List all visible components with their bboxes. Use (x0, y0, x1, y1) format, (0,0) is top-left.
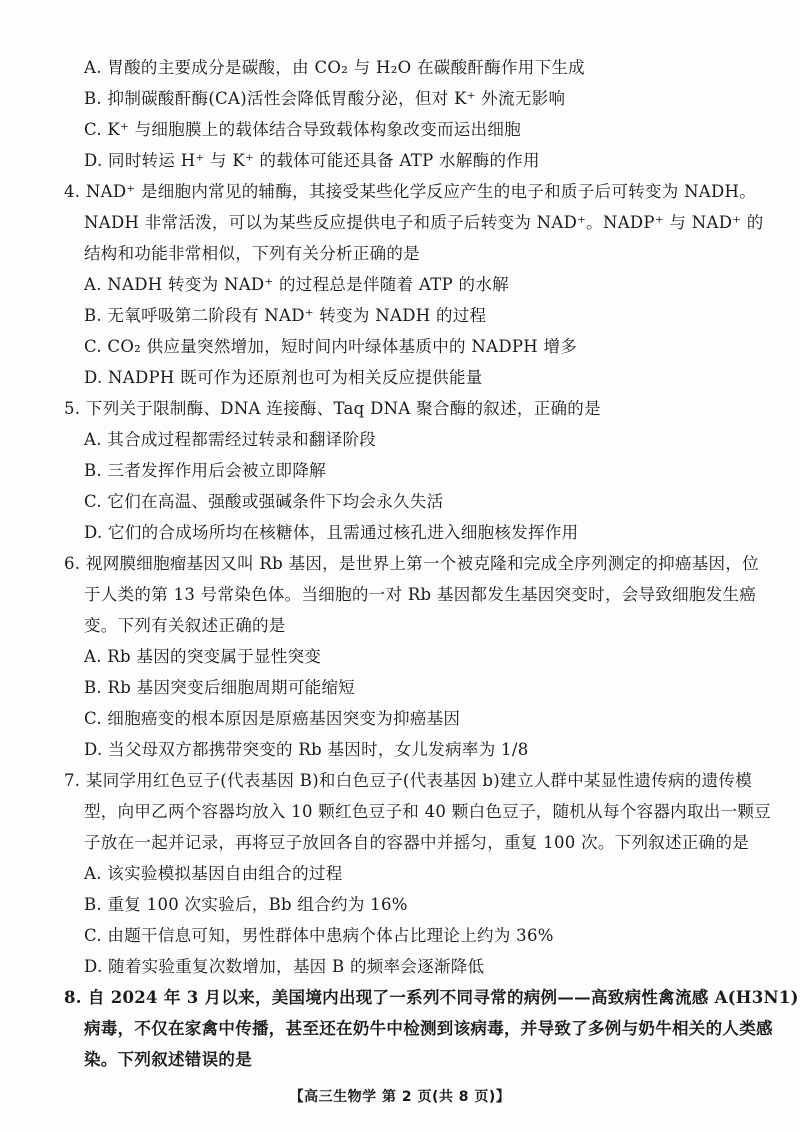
answer-option: A. NADH 转变为 NAD⁺ 的过程总是伴随着 ATP 的水解 (84, 275, 509, 294)
question-text: 4. NAD⁺ 是细胞内常见的辅酶，其接受某些化学反应产生的电子和质子后可转变为 NADH。 (64, 182, 757, 201)
question-text: 6. 视网膜细胞瘤基因又叫 Rb 基因，是世界上第一个被克隆和完成全序列测定的抑癌基因，位 (64, 554, 759, 573)
answer-option: C. 细胞癌变的根本原因是原癌基因突变为抑癌基因 (84, 709, 461, 728)
answer-option: D. NADPH 既可作为还原剂也可为相关反应提供能量 (84, 368, 483, 387)
answer-option: A. 该实验模拟基因自由组合的过程 (84, 864, 343, 883)
answer-option: C. 它们在高温、强酸或强碱条件下均会永久失活 (84, 492, 444, 511)
question-text-continued: 于人类的第 13 号常染色体。当细胞的一对 Rb 基因都发生基因突变时，会导致细胞发生癌 (84, 585, 757, 604)
question-text-continued: 子放在一起并记录，再将豆子放回各自的容器中并摇匀，重复 100 次。下列叙述正确的是 (84, 833, 750, 852)
question-text-continued: 病毒，不仅在家禽中传播，甚至还在奶牛中检测到该病毒，并导致了多例与奶牛相关的人类感 (84, 1019, 773, 1038)
answer-option: D. 同时转运 H⁺ 与 K⁺ 的载体可能还具备 ATP 水解酶的作用 (84, 151, 540, 170)
question-text-continued: 染。下列叙述错误的是 (84, 1050, 252, 1069)
question-text: 5. 下列关于限制酶、DNA 连接酶、Taq DNA 聚合酶的叙述，正确的是 (64, 399, 601, 418)
answer-option: B. 无氧呼吸第二阶段有 NAD⁺ 转变为 NADH 的过程 (84, 306, 487, 325)
answer-option: A. 其合成过程都需经过转录和翻译阶段 (84, 430, 377, 449)
question-text-continued: 型，向甲乙两个容器均放入 10 颗红色豆子和 40 颗白色豆子，随机从每个容器内取出一颗豆 (84, 802, 771, 821)
answer-option: D. 它们的合成场所均在核糖体，且需通过核孔进入细胞核发挥作用 (84, 523, 579, 542)
answer-option: D. 随着实验重复次数增加，基因 B 的频率会逐渐降低 (84, 957, 485, 976)
page-footer: 【高三生物学 第 2 页(共 8 页)】 (289, 1089, 511, 1105)
answer-option: C. K⁺ 与细胞膜上的载体结合导致载体构象改变而运出细胞 (84, 120, 522, 139)
answer-option: B. 三者发挥作用后会被立即降解 (84, 461, 326, 480)
answer-option: B. 抑制碳酸酐酶(CA)活性会降低胃酸分泌，但对 K⁺ 外流无影响 (84, 89, 566, 108)
answer-option: D. 当父母双方都携带突变的 Rb 基因时，女儿发病率为 1/8 (84, 740, 529, 759)
answer-option: B. Rb 基因突变后细胞周期可能缩短 (84, 678, 356, 697)
answer-option: A. Rb 基因的突变属于显性突变 (84, 647, 322, 666)
answer-option: C. 由题干信息可知，男性群体中患病个体占比理论上约为 36% (84, 926, 554, 945)
answer-option: A. 胃酸的主要成分是碳酸，由 CO₂ 与 H₂O 在碳酸酐酶作用下生成 (84, 58, 585, 77)
question-text-continued: 变。下列有关叙述正确的是 (84, 616, 286, 635)
answer-option: C. CO₂ 供应量突然增加，短时间内叶绿体基质中的 NADPH 增多 (84, 337, 578, 356)
question-text-continued: 结构和功能非常相似，下列有关分析正确的是 (84, 244, 420, 263)
question-text-continued: NADH 非常活泼，可以为某些反应提供电子和质子后转变为 NAD⁺。NADP⁺ 与 NAD⁺ 的 (84, 213, 764, 232)
question-text: 7. 某同学用红色豆子(代表基因 B)和白色豆子(代表基因 b)建立人群中某显性遗传病的遗传模 (64, 771, 753, 790)
question-text: 8. 自 2024 年 3 月以来，美国境内出现了一系列不同寻常的病例——高致病性禽流感 A(H3N1) (64, 988, 799, 1007)
answer-option: B. 重复 100 次实验后，Bb 组合约为 16% (84, 895, 408, 914)
